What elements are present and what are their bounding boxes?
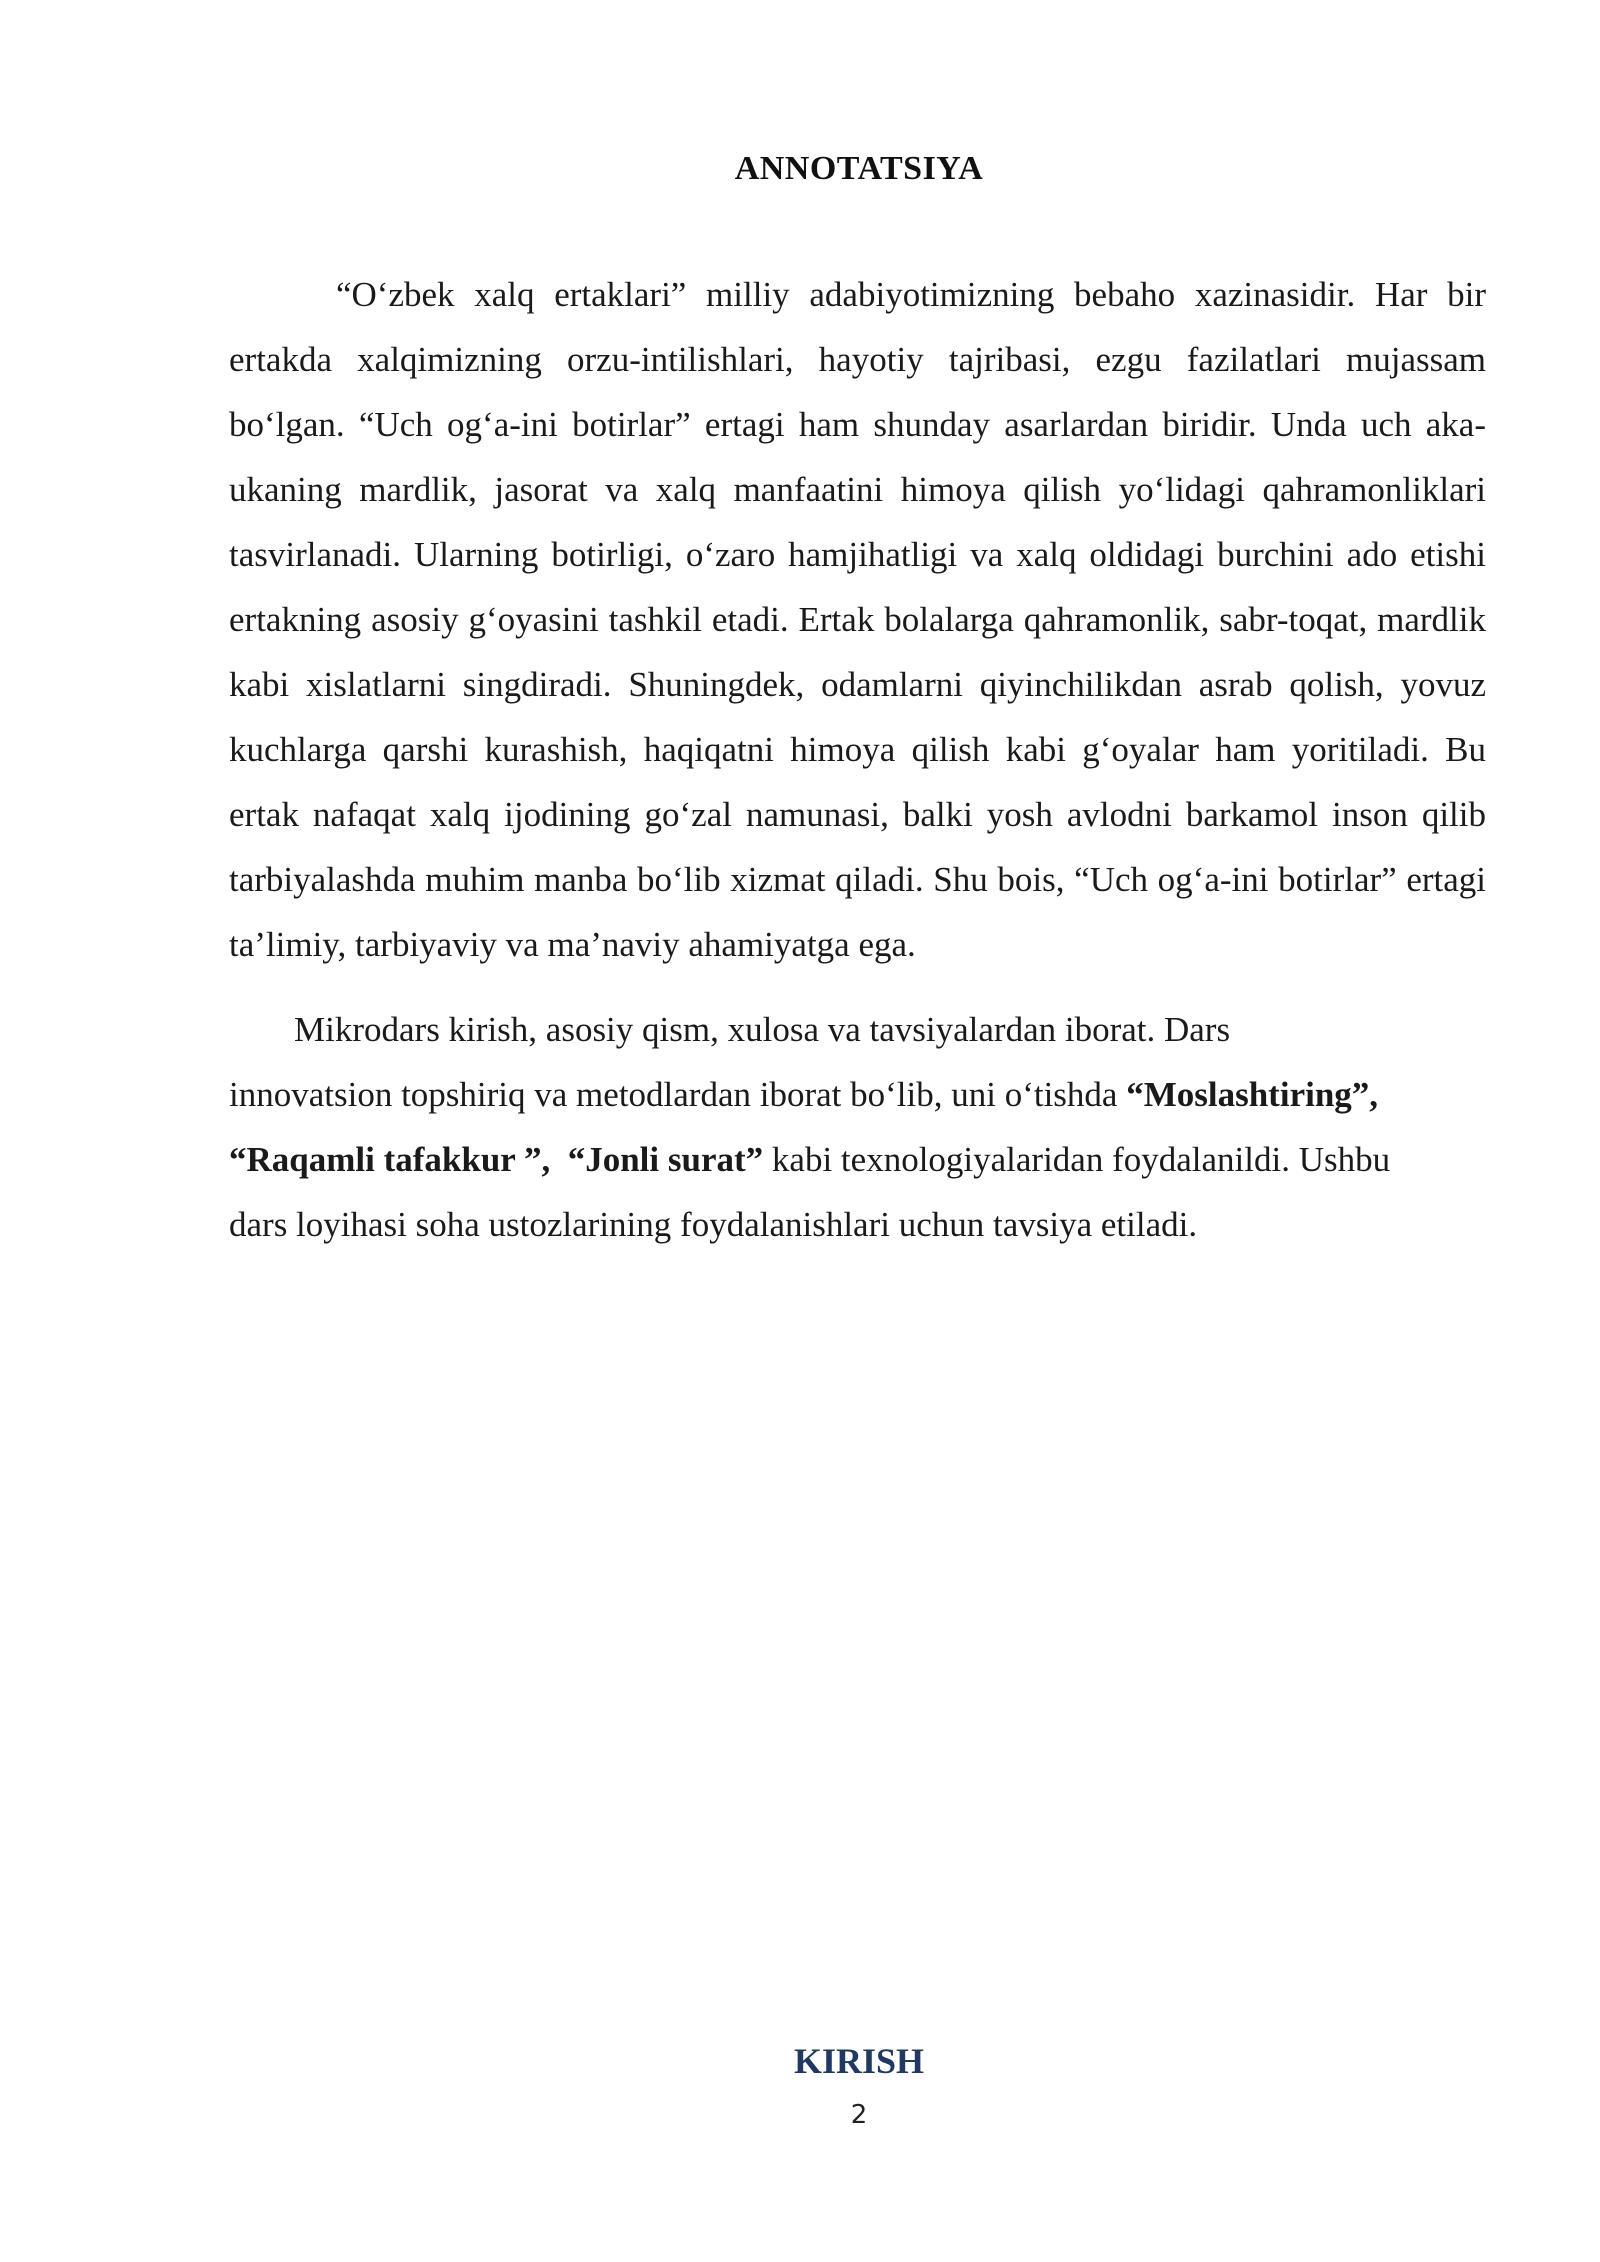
annotation-paragraph-1: “O‘zbek xalq ertaklari” milliy adabiyotimizning bebaho xazinasidir. Har bir ertakda xalqimizning orzu-intilishlari, hayotiy tajribasi, ezgu fazilatlari mujassam bo‘lgan. “Uch og‘a-ini botirlar” ertagi ham shunday asarlardan biridir. Unda uch aka-ukaning mardlik, jasorat va xalq manfaatini himoya qilish yo‘lidagi qahramonliklari tasvirlanadi. Ularning botirligi, o‘zaro hamjihatligi va xalq oldidagi burchini ado etishi ertakning asosiy g‘oyasini tashkil etadi. Ertak bolalarga qahramonlik, sabr-toqat, mardlik kabi xislatlarni singdiradi. Shuningdek, odamlarni qiyinchilikdan asrab qolish, yovuz kuchlarga qarshi kurashish, haqiqatni himoya qilish kabi g‘oyalar ham yoritiladi. Bu ertak nafaqat xalq ijodining go‘zal namunasi, balki yosh avlodni barkamol inson qilib tarbiyalashda muhim manba bo‘lib xizmat qiladi. Shu bois, “Uch og‘a-ini botirlar” ertagi ta’limiy, tarbiyaviy va ma’naviy ahamiyatga ega. (229, 275, 1486, 964)
technology-raqamli-tafakkur: “Raqamli tafakkur ”, (229, 1140, 551, 1179)
paragraph-2-line-4: dars loyihasi soha ustozlarining foydalanishlari uchun tavsiya etiladi. (229, 1205, 1198, 1244)
paragraph-2-line-1: Mikrodars kirish, asosiy qism, xulosa va tavsiyalardan iborat. Dars (294, 1010, 1231, 1049)
annotation-body (229, 262, 1486, 1257)
technology-jonli-surat: “Jonli surat” (567, 1140, 764, 1179)
paragraph-2-line-2 (229, 1062, 1486, 1127)
paragraph-2-line-3 (229, 1127, 1486, 1192)
technology-moslashtiring: “Moslashtiring”, (1126, 1075, 1379, 1114)
annotation-paragraph-2 (229, 997, 1486, 1257)
paragraph-2-line-2-text: innovatsion topshiriq va metodlardan iborat bo‘lib, uni o‘tishda (229, 1075, 1127, 1114)
paragraph-2-line-3-text: kabi texnologiyalaridan foydalanildi. Ushbu (763, 1140, 1391, 1179)
next-section-heading: KIRISH (793, 2041, 925, 2081)
page-title: ANNOTATSIYA (734, 150, 984, 187)
page-number: 2 (850, 2100, 868, 2130)
